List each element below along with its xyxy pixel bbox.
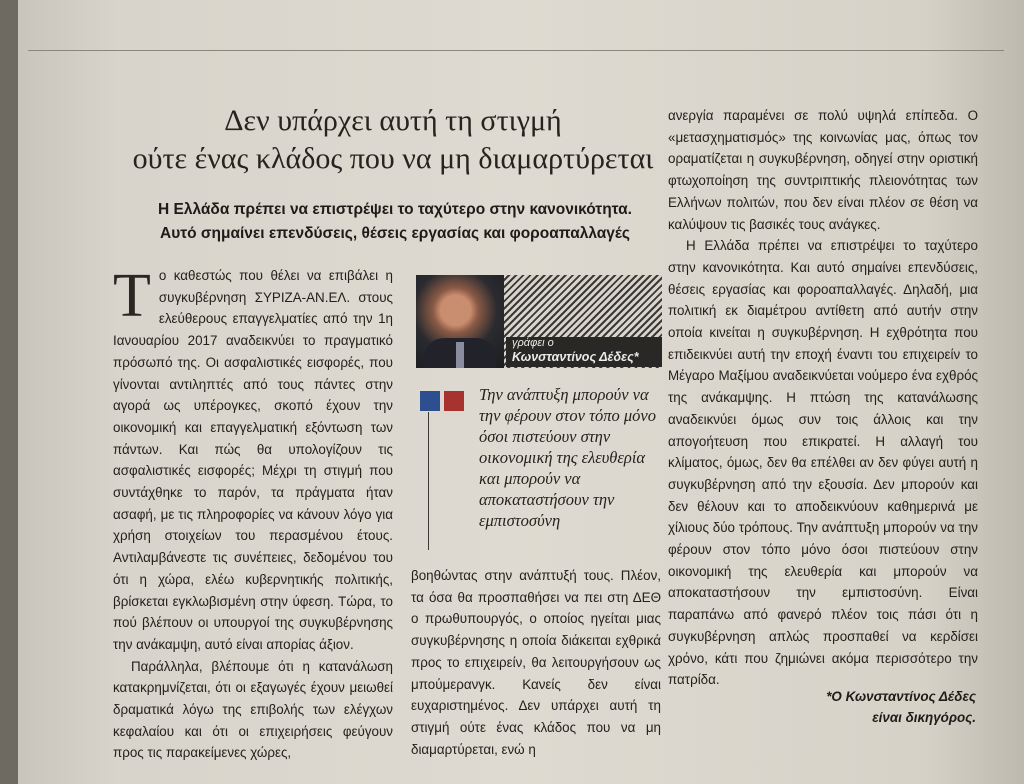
dropcap: Τ xyxy=(113,262,151,330)
author-tie xyxy=(456,342,464,368)
pull-quote-rule xyxy=(428,412,429,550)
byline-writes-label: γράφει ο xyxy=(512,337,554,349)
byline-author-name: Κωνσταντίνος Δέδες* xyxy=(512,350,639,364)
subheadline-line1: Η Ελλάδα πρέπει να επιστρέψει το ταχύτερο στην κανονικότητα. xyxy=(158,201,632,218)
author-box xyxy=(416,275,662,368)
article-column-2 xyxy=(411,565,661,760)
subheadline xyxy=(125,198,665,246)
newspaper-page xyxy=(18,0,1024,784)
red-square-marker xyxy=(444,391,464,411)
headline-line2: ούτε ένας κλάδος που να μη διαμαρτύρεται xyxy=(132,142,654,175)
paragraph xyxy=(113,262,393,656)
article-column-3 xyxy=(668,105,978,691)
paragraph: βοηθώντας στην ανάπτυξή τους. Πλέον, τα όσα θα προσπαθήσει να πει στη ΔΕΘ ο πρωθυπουργός, ο οποίος ηγείται μιας συγκυβέρνησης η οποία διάκειται εχθρικά προς το επιχειρείν, θα λειτουργήσουν ως μπούμερανγκ. Κανείς δεν είναι ευχαριστημένος. Δεν υπάρχει αυτή τη στιγμή ούτε ένας κλάδος που να μη διαμαρτύρεται, ενώ η xyxy=(411,568,661,757)
pull-quote: Την ανάπτυξη μπορούν να την φέρουν στον τόπο μόνο όσοι πιστεύουν στην οικονομική της ελευθερία και μπορούν να αποκαταστήσουν την εμπιστοσύνη xyxy=(479,385,657,530)
section-divider xyxy=(28,50,1004,51)
footnote-line1: *Ο Κωνσταντίνος Δέδες xyxy=(826,689,976,704)
byline xyxy=(506,337,662,367)
article-column-1 xyxy=(113,262,393,764)
paragraph-text: ο καθεστώς που θέλει να επιβάλει η συγκυβέρνηση ΣΥΡΙΖΑ-ΑΝ.ΕΛ. στους ελεύθερους επαγγελματίες από την 1η Ιανουαρίου 2017 αναδεικνύει το πραγματικό πρόσωπό της. Οι ασφαλιστικές εισφορές, που γίνονται αντιληπτές από τους πάντες στην αγορά ως υπέρογκες, σκοπό έχουν την οικονομική και επαγγελματική εξόντωση των πάντων. Και πώς θα υπολογίζουν τις ασφαλιστικές εισφορές; Μέχρι τη στιγμή που συντάχθηκε το παρόν, τα πράγματα ήταν ασαφή, με τις πληροφορίες να κάνουν λόγο για χρήση στοιχείων του περασμένου έτους. Αντιλαμβάνεστε τις συνέπειες, δεδομένου του ότι η χώρα, ελέω κυβερνητικής πολιτικής, βρίσκεται εγκλωβισμένη στην ύφεση. Τώρα, το πού βλέπουν οι υπουργοί της συγκυβέρνησης την ανάκαμψη, αυτό είναι απορίας άξιον. xyxy=(113,268,393,652)
blue-square-marker xyxy=(420,391,440,411)
paragraph: Παράλληλα, βλέπουμε ότι η κατανάλωση κατακρημνίζεται, ότι οι εξαγωγές έχουν μειωθεί δραματικά λόγω της επιβολής των ελέγχων κεφαλαίου και ότι οι επιχειρήσεις φεύγουν προς τις παρακείμενες χώρες, xyxy=(113,658,393,761)
paragraph: Η Ελλάδα πρέπει να επιστρέψει το ταχύτερο στην κανονικότητα. Και αυτό σημαίνει επενδύσεις, θέσεις εργασίας και φοροαπαλλαγές. Δηλαδή, μια πολιτική εκ διαμέτρου αντίθετη από αυτήν στην οποία κινείται η συγκυβέρνηση. Η εχθρότητα που επιδεικνύει αυτή την εποχή έναντι του επιχειρείν το Μέγαρο Μαξίμου αναδεικνύεται νούμερο ένα εχθρός της ανάκαμψης. Η πτώση της κατανάλωσης αναδεικνύει όμως συν τοις άλλοις και την απογοήτευση που επικρατεί. Η αλλαγή του κλίματος, όμως, δεν θα επέλθει αν δεν φύγει αυτή η συγκυβέρνηση από την εξουσία. Δεν μπορούν και δεν θέλουν και το αποδεικνύουν καθημερινά με χίλιους δύο τρόπους. Την ανάπτυξη μπορούν να την φέρουν στον τόπο μόνο όσοι πιστεύουν στην οικονομική της ελευθερία και μπορούν να αποκαταστήσουν την εμπιστοσύνη. Είναι παραπάνω από φανερό πλέον τοις πάσι ότι η συγκυβέρνηση απλώς προσπαθεί να κερδίσει χρόνο, κάτι που ζημιώνει ακόμα περισσότερο την πατρίδα. xyxy=(668,238,978,688)
subheadline-line2: Αυτό σημαίνει επενδύσεις, θέσεις εργασίας και φοροαπαλλαγές xyxy=(160,225,630,242)
author-photo xyxy=(416,275,504,368)
author-footnote xyxy=(738,686,976,728)
headline xyxy=(113,102,673,178)
headline-line1: Δεν υπάρχει αυτή τη στιγμή xyxy=(224,104,562,137)
footnote-line2: είναι δικηγόρος. xyxy=(872,710,976,725)
paragraph: ανεργία παραμένει σε πολύ υψηλά επίπεδα. Ο «μετασχηματισμός» της κοινωνίας μας, όπως τον οραματίζεται η συγκυβέρνηση, οδηγεί στην οριστική φτωχοποίηση της συντριπτικής πλειονότητας των Ελλήνων πολιτών, που δεν είναι πλέον σε θέση να καλύψουν τις βασικές τους ανάγκες. xyxy=(668,108,978,232)
